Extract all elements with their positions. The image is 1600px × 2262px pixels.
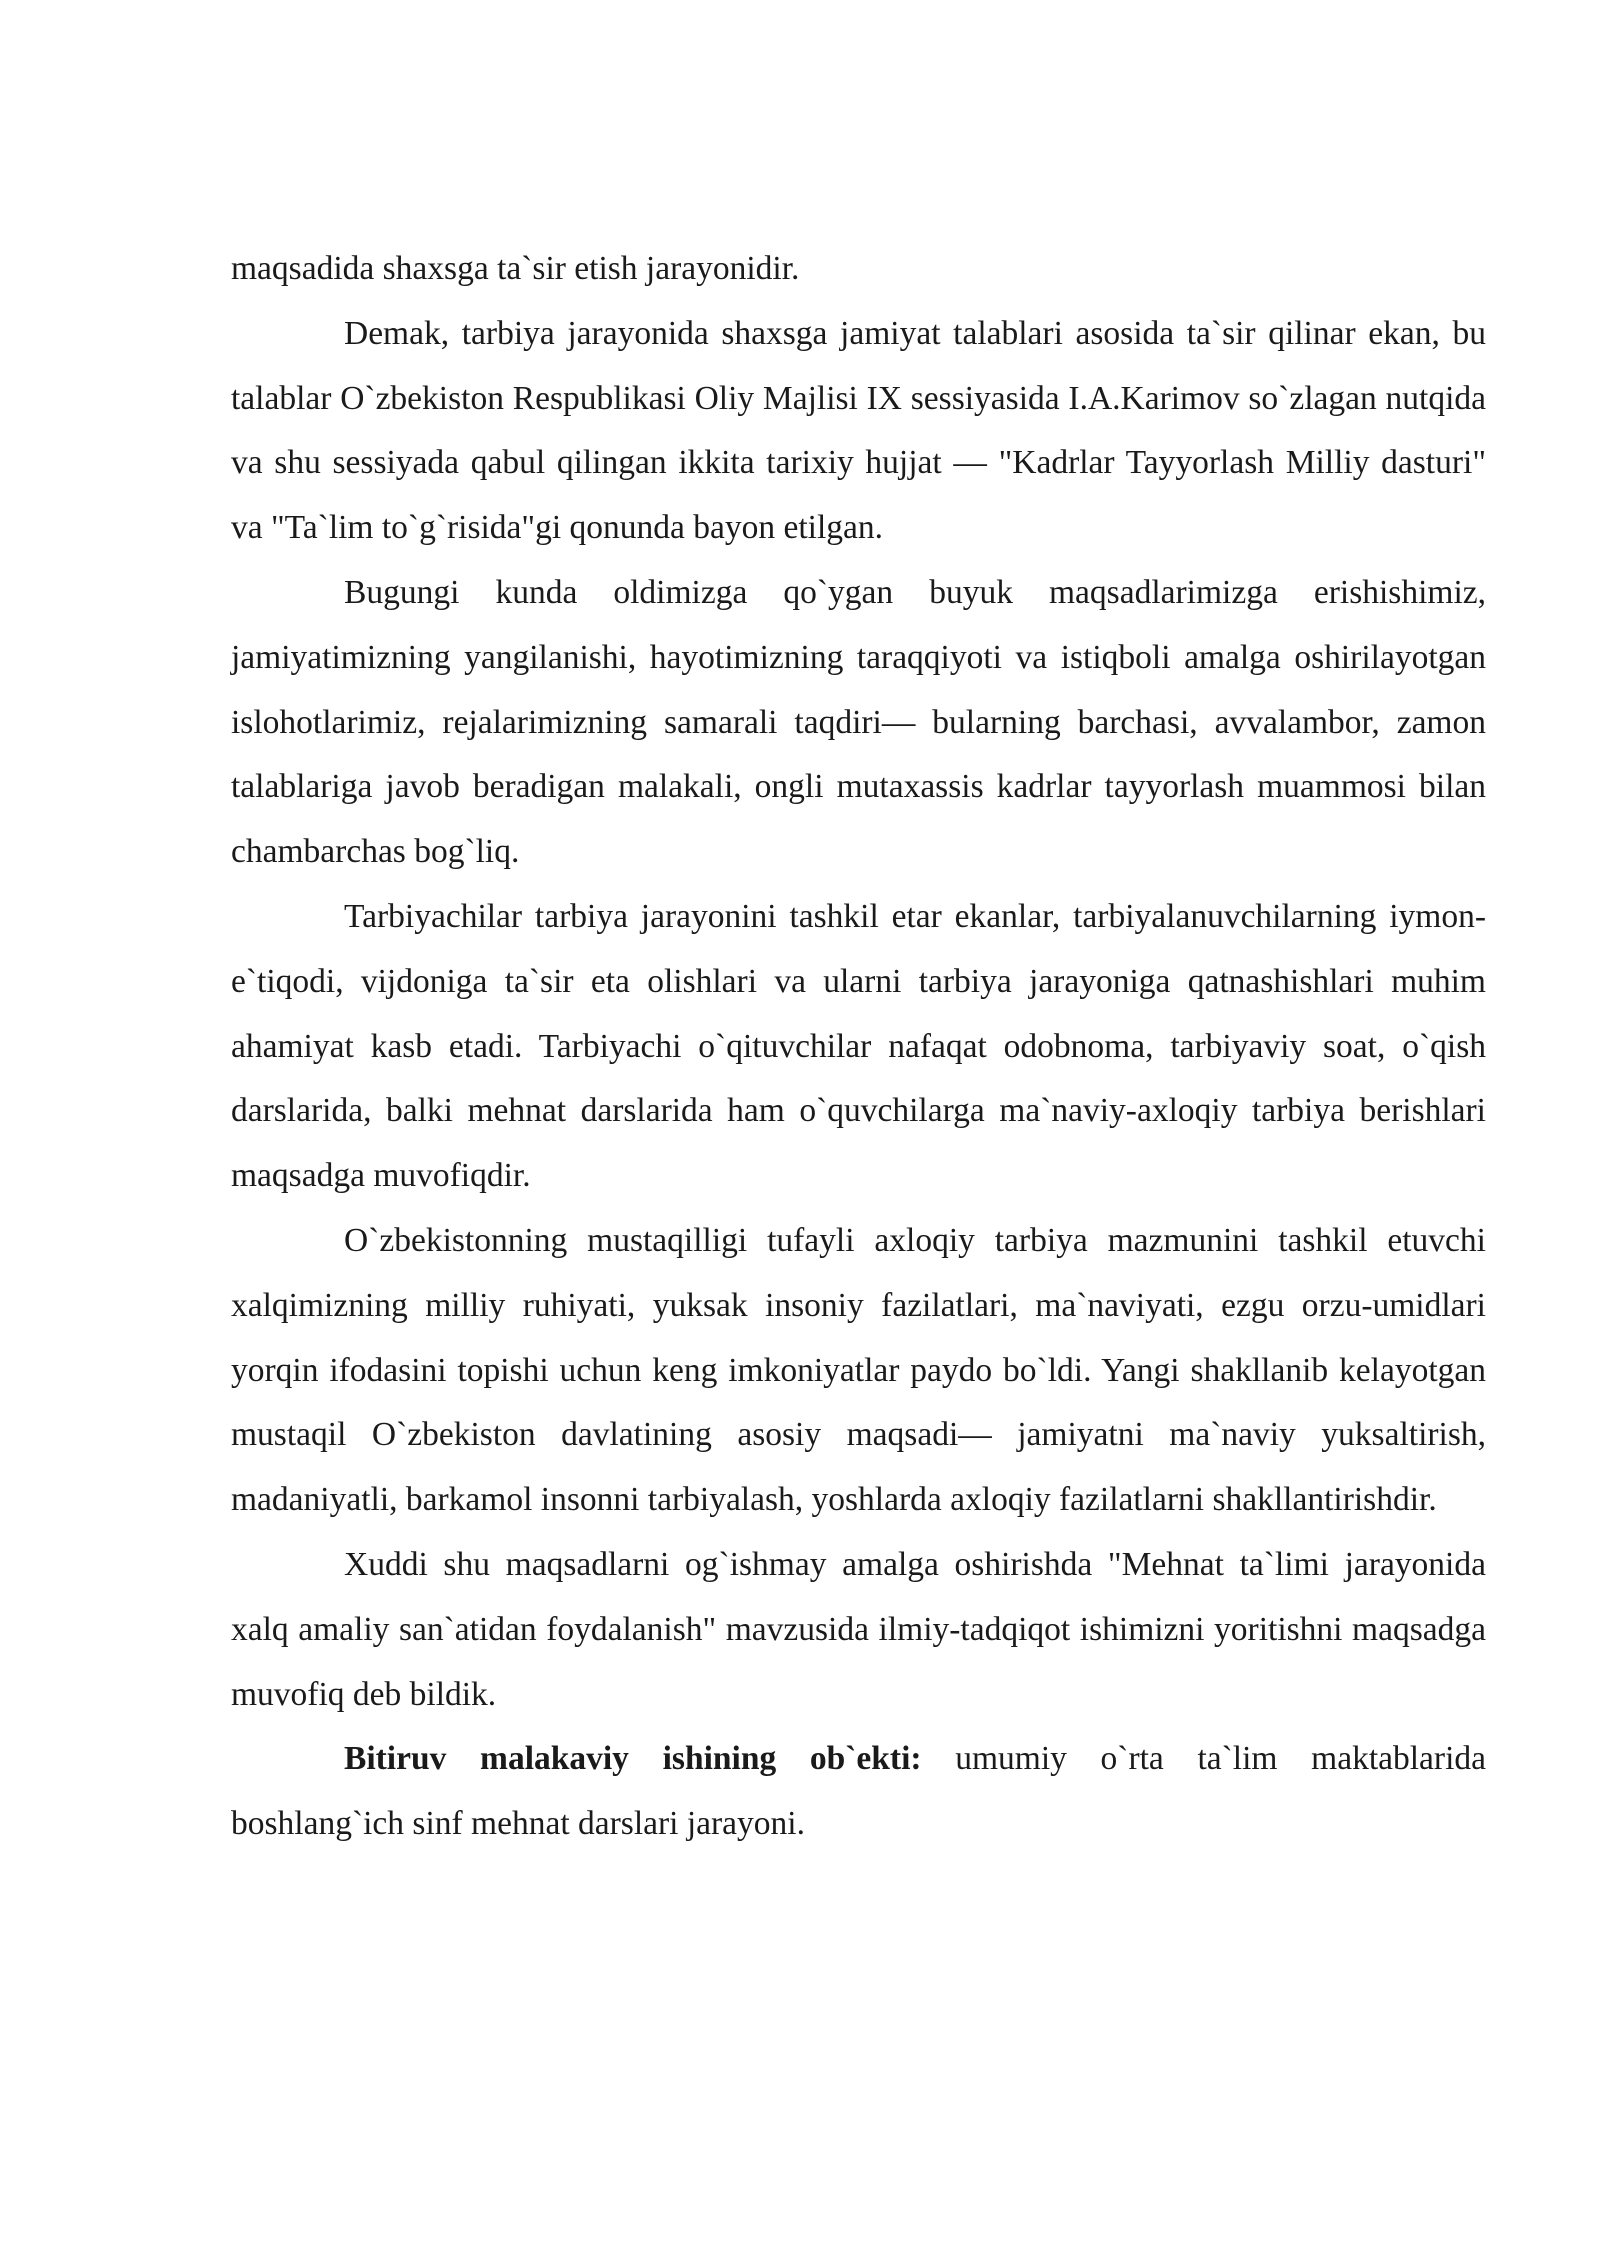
research-object-label: Bitiruv malakaviy ishining ob`ekti: bbox=[344, 1740, 922, 1778]
paragraph-tarbiya-talablari: Demak, tarbiya jarayonida shaxsga jamiyat talablari asosida ta`sir qilinar ekan, bu talablar O`zbekiston Respublikasi Oliy Majlisi IX sessiyasida I.A.Karimov so`zlagan nutqida va shu sessiyada qabul qilingan ikkita tarixiy hujjat — "Kadrlar Tayyorlash Milliy dasturi" va "Ta`lim to`g`risida"gi qonunda bayon etilgan. bbox=[231, 314, 1486, 547]
paragraph-buyuk-maqsadlar: Bugungi kunda oldimizga qo`ygan buyuk maqsadlarimizga erishishimiz, jamiyatimizning yangilanishi, hayotimizning taraqqiyoti va istiqboli amalga oshirilayotgan islohotlarimiz, rejalarimizning samarali taqdiri— bularning barchasi, avvalambor, zamon talablariga javob beradigan malakali, ongli mutaxassis kadrlar tayyorlash muammosi bilan chambarchas bog`liq. bbox=[231, 573, 1486, 871]
paragraph-tadqiqot-mavzusi: Xuddi shu maqsadlarni og`ishmay amalga oshirishda "Mehnat ta`limi jarayonida xalq amaliy san`atidan foydalanish" mavzusida ilmiy-tadqiqot ishimizni yoritishni maqsadga muvofiq deb bildik. bbox=[231, 1545, 1486, 1713]
paragraph-tarbiyachilar: Tarbiyachilar tarbiya jarayonini tashkil etar ekanlar, tarbiyalanuvchilarning iymon-e`tiqodi, vijdoniga ta`sir eta olishlari va ularni tarbiya jarayoniga qatnashishlari muhim ahamiyat kasb etadi. Tarbiyachi o`qituvchilar nafaqat odobnoma, tarbiyaviy soat, o`qish darslarida, balki mehnat darslarida ham o`quvchilarga ma`naviy-axloqiy tarbiya berishlari maqsadga muvofiqdir. bbox=[231, 897, 1486, 1195]
paragraph-ish-obekti bbox=[231, 1727, 1486, 1857]
paragraph-continuation: maqsadida shaxsga ta`sir etish jarayonidir. bbox=[231, 250, 800, 287]
document-body bbox=[231, 237, 1486, 1857]
research-object-text: umumiy o`rta ta`lim maktablarida boshlang`ich sinf mehnat darslari jarayoni. bbox=[231, 1740, 1487, 1843]
paragraph-mustaqillik: O`zbekistonning mustaqilligi tufayli axloqiy tarbiya mazmunini tashkil etuvchi xalqimizning milliy ruhiyati, yuksak insoniy fazilatlari, ma`naviyati, ezgu orzu-umidlari yorqin ifodasini topishi uchun keng imkoniyatlar paydo bo`ldi. Yangi shakllanib kelayotgan mustaqil O`zbekiston davlatining asosiy maqsadi— jamiyatni ma`naviy yuksaltirish, madaniyatli, barkamol insonni tarbiyalash, yoshlarda axloqiy fazilatlarni shakllantirishdir. bbox=[231, 1221, 1486, 1519]
